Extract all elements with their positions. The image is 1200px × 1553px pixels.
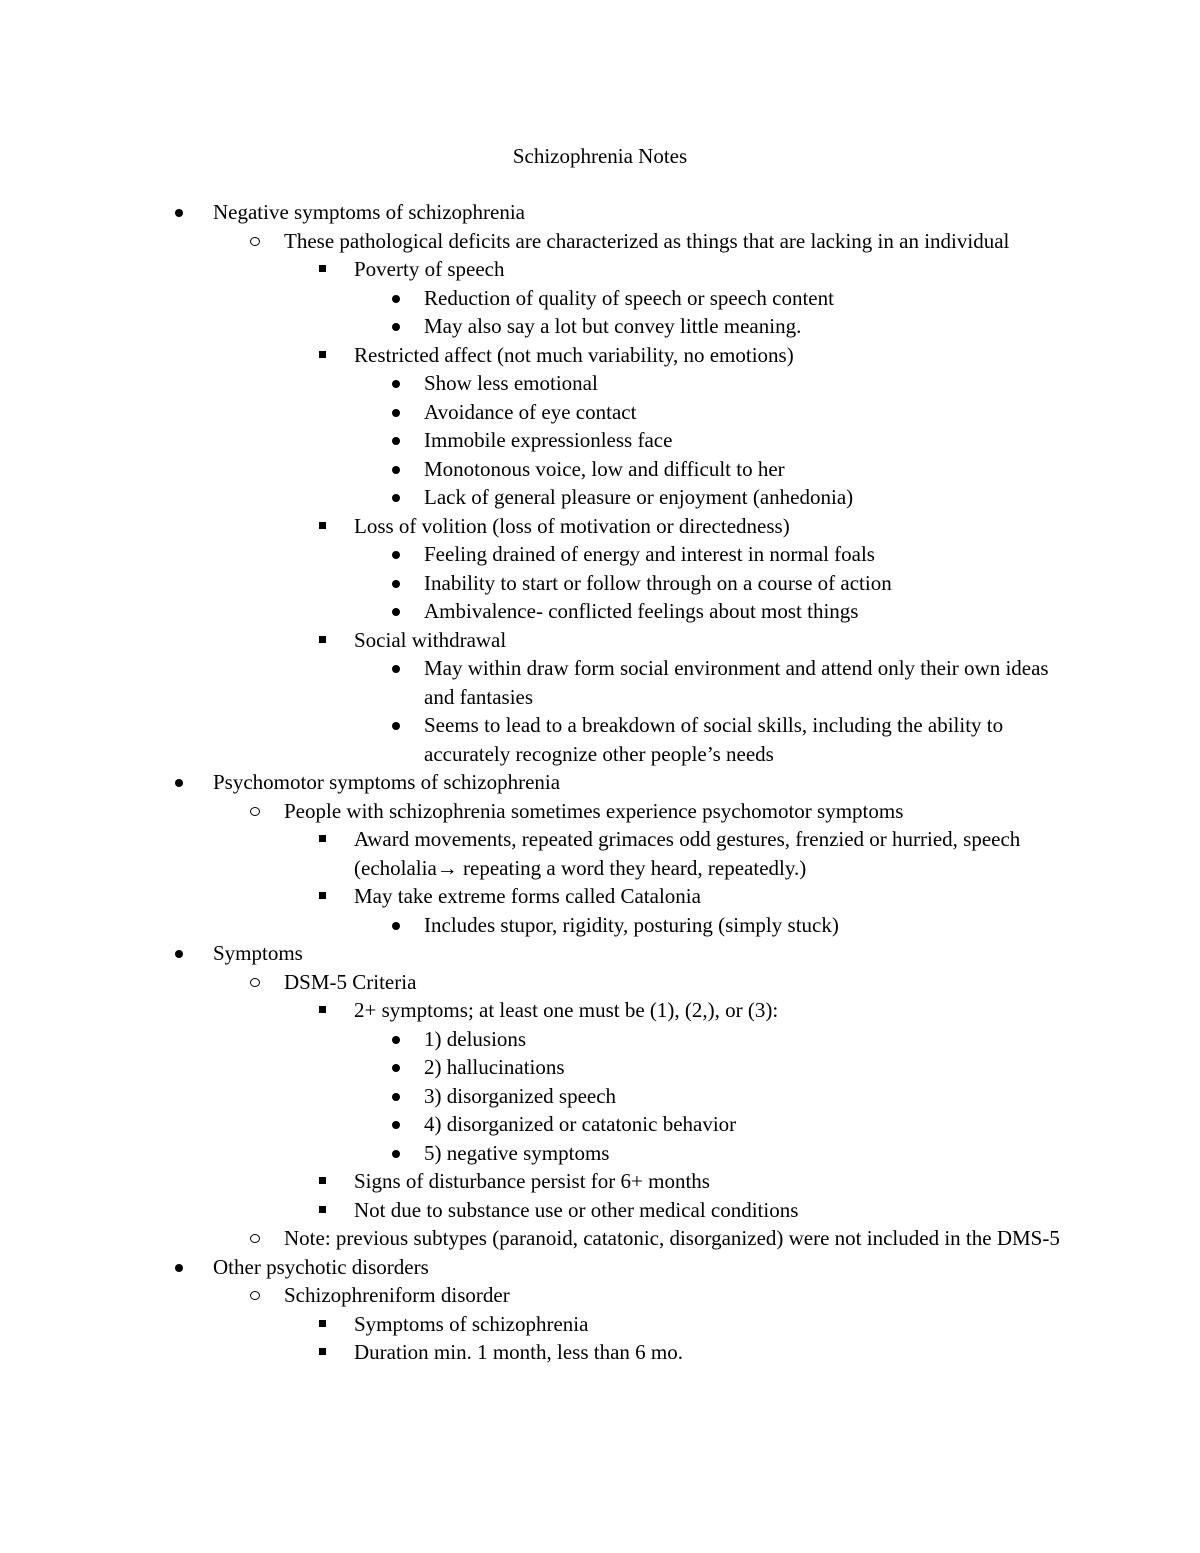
section-list-item (0, 768, 1200, 939)
detail-text: Monotonous voice, low and difficult to her (424, 456, 785, 481)
detail-text: May within draw form social environment and attend only their own ideas and fantasies (424, 656, 1049, 709)
detail-text: Lack of general pleasure or enjoyment (anhedonia) (424, 485, 854, 509)
section-text: Negative symptoms of schizophrenia (213, 200, 526, 224)
topic-text: Poverty of speech (354, 257, 505, 281)
detail-list-item (0, 1082, 1200, 1111)
topic-list-item (0, 825, 1200, 882)
detail-list-item (0, 284, 1200, 313)
detail-text: Reduction of quality of speech or speech content (424, 285, 834, 310)
notes-outline (0, 198, 1200, 1367)
topic-list (0, 1310, 1200, 1367)
sub-point-list-item (0, 1224, 1200, 1253)
topic-text: Symptoms of schizophrenia (354, 1311, 589, 1336)
detail-text: 3) disorganized speech (424, 1083, 617, 1108)
topic-list-item (0, 512, 1200, 626)
sub-point-text: Note: previous subtypes (paranoid, catatonic, disorganized) were not included in the DMS-5 (284, 1226, 1060, 1250)
detail-text: 1) delusions (424, 1026, 527, 1051)
detail-text: Includes stupor, rigidity, posturing (simply stuck) (424, 912, 839, 937)
topic-list-item (0, 1167, 1200, 1196)
topic-list-item (0, 1338, 1200, 1367)
detail-list-item (0, 597, 1200, 626)
topic-list (0, 825, 1200, 939)
topic-text: Loss of volition (loss of motivation or directedness) (354, 513, 790, 538)
sub-point-text: These pathological deficits are characterized as things that are lacking in an individual (284, 228, 1010, 253)
section-text: Psychomotor symptoms of schizophrenia (213, 770, 561, 794)
topic-text: Duration min. 1 month, less than 6 mo. (354, 1340, 683, 1364)
detail-list (0, 369, 1200, 512)
detail-list-item (0, 711, 1200, 768)
topic-text: 2+ symptoms; at least one must be (1), (2,), or (3): (354, 998, 779, 1022)
detail-text: Avoidance of eye contact (424, 399, 637, 424)
detail-list (0, 540, 1200, 626)
detail-list (0, 284, 1200, 341)
topic-list-item (0, 1310, 1200, 1339)
topic-list-item (0, 996, 1200, 1167)
detail-list-item (0, 911, 1200, 940)
topic-list-item (0, 882, 1200, 939)
detail-list (0, 1025, 1200, 1168)
sub-point-list-item (0, 1281, 1200, 1367)
detail-text: 5) negative symptoms (424, 1140, 610, 1165)
section-list-item (0, 939, 1200, 1253)
section-text: Symptoms (213, 941, 303, 965)
topic-text: Social withdrawal (354, 627, 507, 652)
topic-list-item (0, 341, 1200, 512)
detail-text: 2) hallucinations (424, 1055, 565, 1079)
page-title: Schizophrenia Notes (512, 144, 688, 168)
topic-text: Award movements, repeated grimaces odd gestures, frenzied or hurried, speech (echolalia→ repeating a word they heard, repeatedly.) (354, 827, 1021, 880)
topic-list (0, 996, 1200, 1224)
sub-point-text: People with schizophrenia sometimes experience psychomotor symptoms (284, 798, 904, 823)
sub-point-list-item (0, 968, 1200, 1225)
detail-list-item (0, 1139, 1200, 1168)
detail-list-item (0, 654, 1200, 711)
sub-point-list (0, 1281, 1200, 1367)
sub-point-text: DSM-5 Criteria (284, 969, 417, 994)
detail-list-item (0, 1053, 1200, 1082)
sub-point-list (0, 227, 1200, 769)
detail-list-item (0, 369, 1200, 398)
topic-list-item (0, 1196, 1200, 1225)
topic-list-item (0, 626, 1200, 769)
topic-text: Signs of disturbance persist for 6+ months (354, 1169, 710, 1193)
detail-list-item (0, 312, 1200, 341)
sub-point-text: Schizophreniform disorder (284, 1283, 510, 1307)
detail-list-item (0, 426, 1200, 455)
sub-point-list-item (0, 797, 1200, 940)
detail-text: Show less emotional (424, 371, 598, 395)
topic-list (0, 255, 1200, 768)
detail-list-item (0, 455, 1200, 484)
section-text: Other psychotic disorders (213, 1254, 429, 1279)
sub-point-list (0, 968, 1200, 1253)
detail-list-item (0, 540, 1200, 569)
detail-list (0, 654, 1200, 768)
detail-text: Inability to start or follow through on a course of action (424, 570, 892, 595)
detail-text: Immobile expressionless face (424, 428, 673, 452)
sub-point-list-item (0, 227, 1200, 769)
detail-text: Ambivalence- conflicted feelings about most things (424, 599, 859, 623)
detail-list-item (0, 398, 1200, 427)
detail-list-item (0, 1025, 1200, 1054)
detail-text: Feeling drained of energy and interest in normal foals (424, 542, 875, 566)
detail-text: May also say a lot but convey little meaning. (424, 314, 802, 338)
section-list-item (0, 198, 1200, 768)
topic-text: Restricted affect (not much variability, no emotions) (354, 342, 794, 367)
detail-list-item (0, 569, 1200, 598)
section-list-item (0, 1253, 1200, 1367)
detail-text: 4) disorganized or catatonic behavior (424, 1112, 737, 1136)
sub-point-list (0, 797, 1200, 940)
topic-text: May take extreme forms called Catalonia (354, 884, 701, 908)
topic-text: Not due to substance use or other medical conditions (354, 1197, 799, 1222)
detail-list-item (0, 1110, 1200, 1139)
topic-list-item (0, 255, 1200, 341)
detail-text: Seems to lead to a breakdown of social skills, including the ability to accurately recognize other people’s needs (424, 713, 1004, 766)
detail-list (0, 911, 1200, 940)
detail-list-item (0, 483, 1200, 512)
